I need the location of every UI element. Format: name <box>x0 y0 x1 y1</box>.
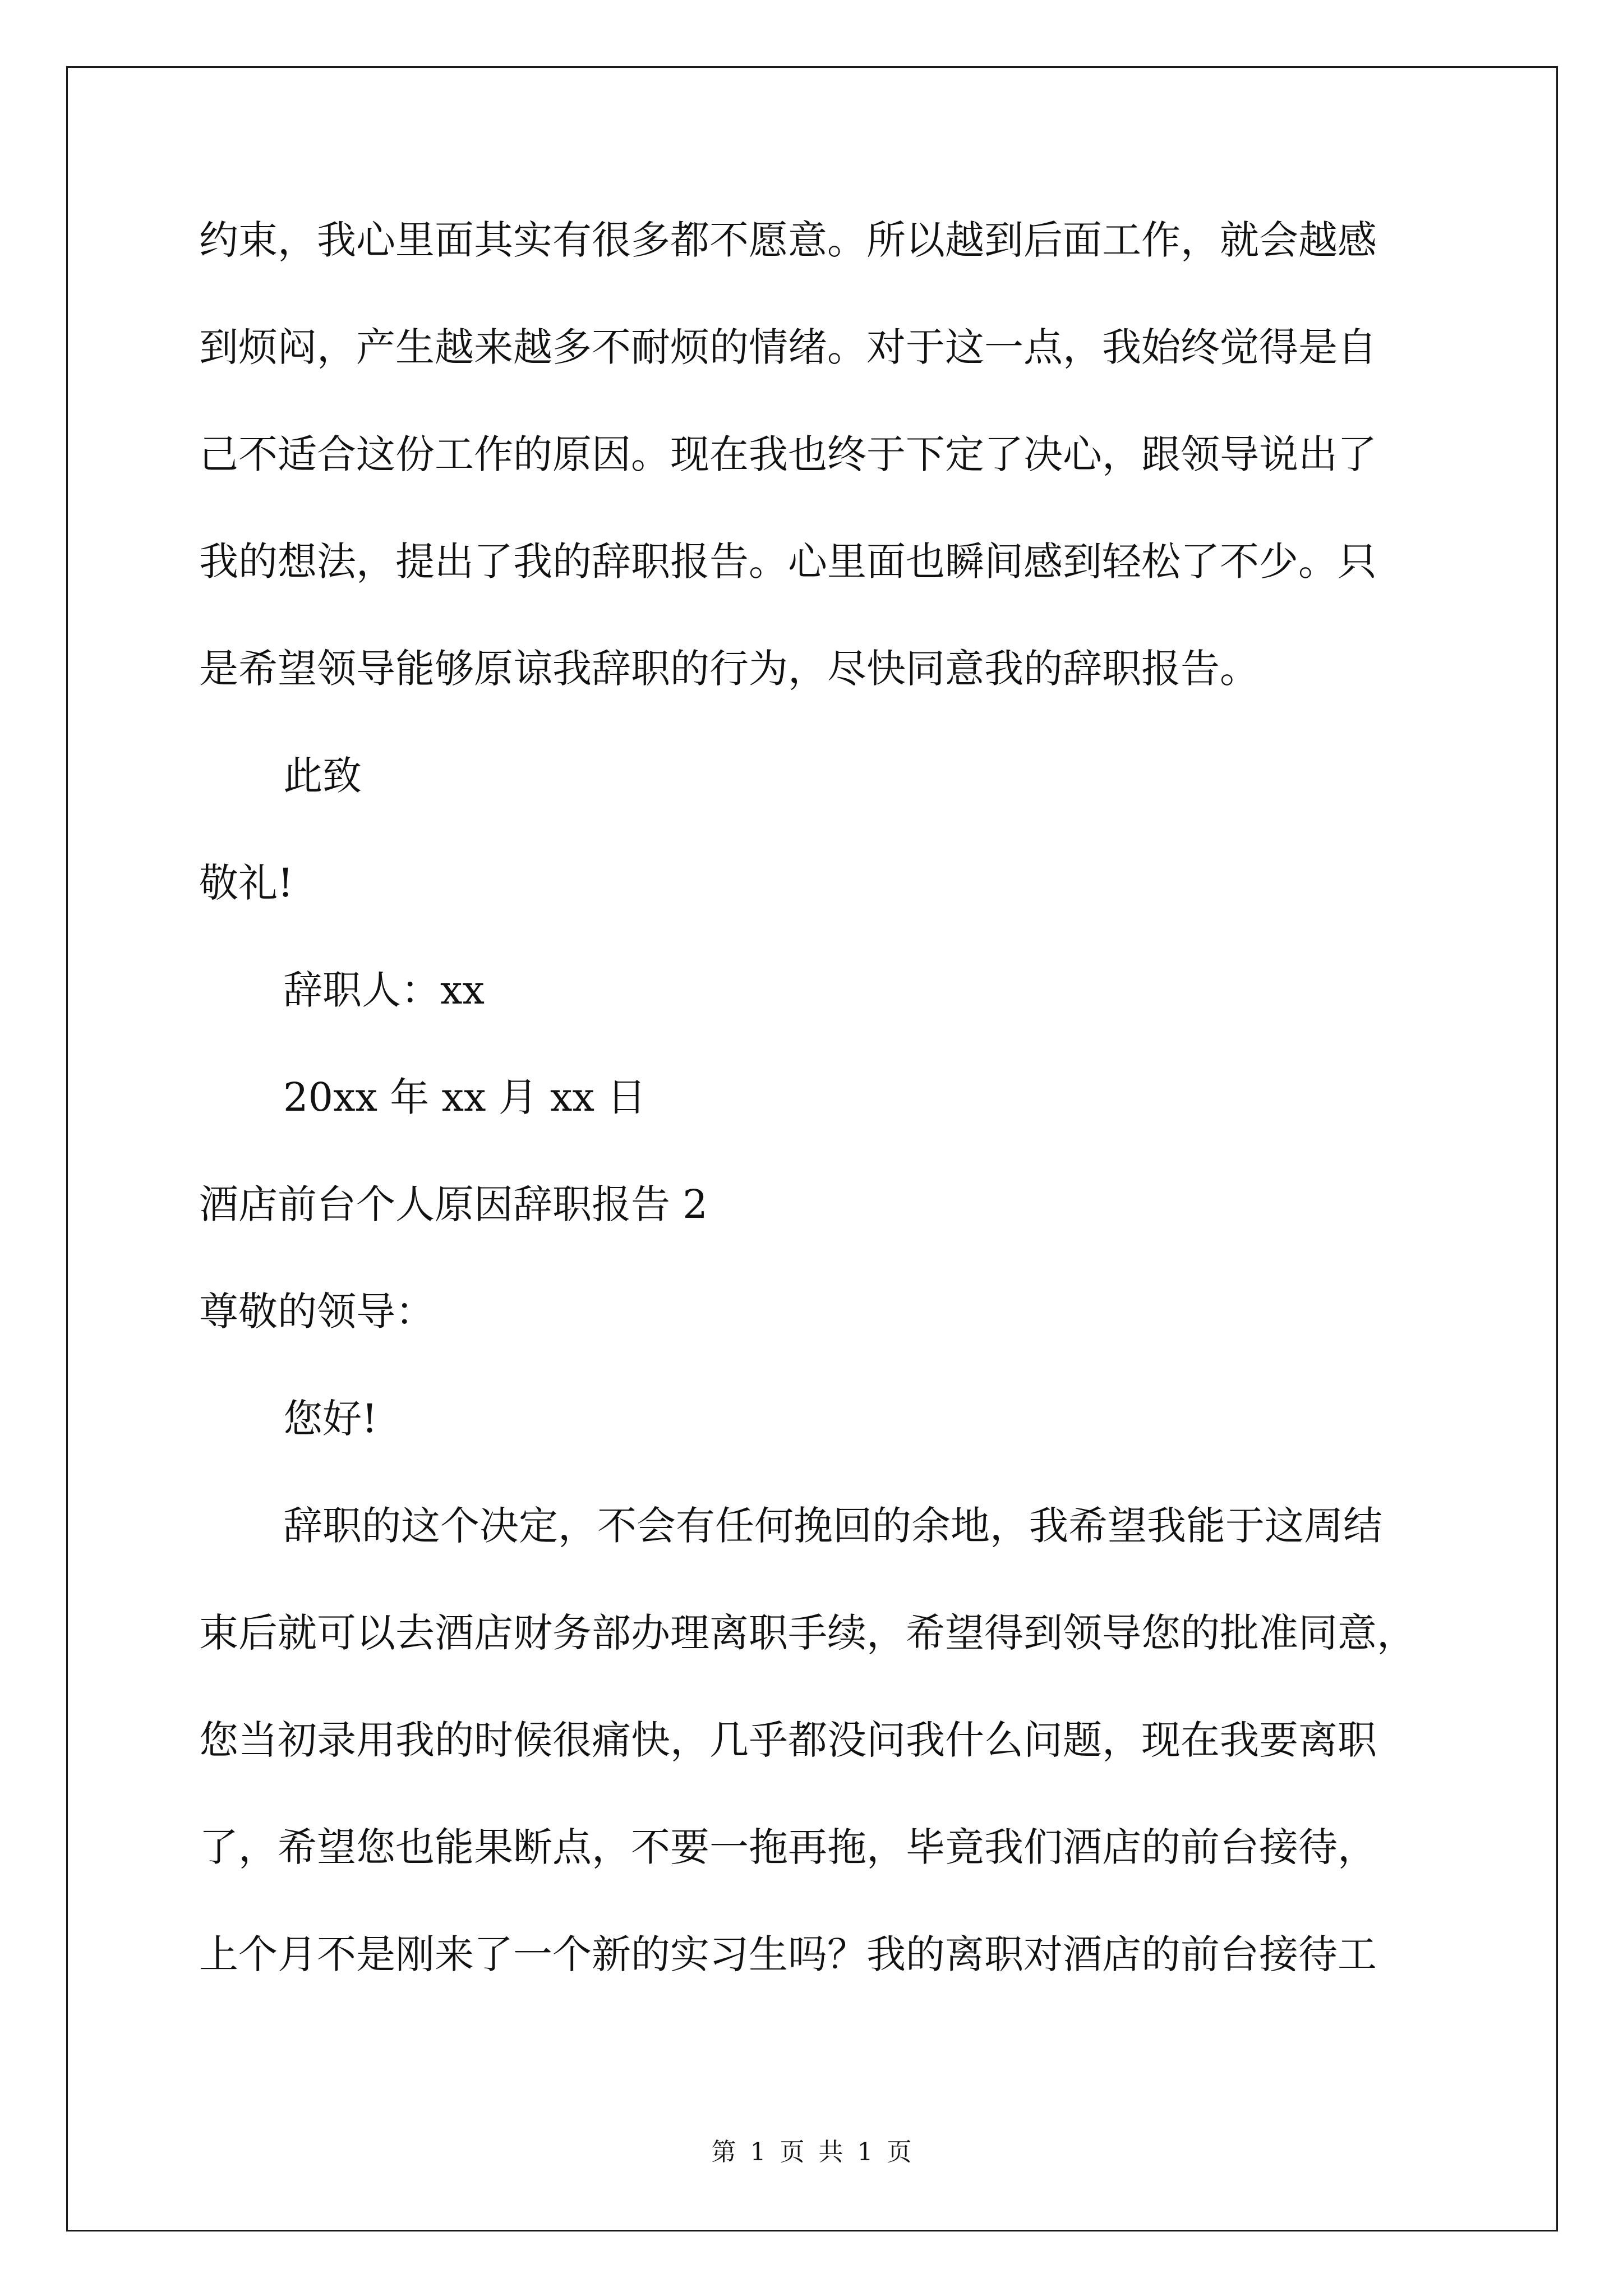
paragraph-line: 到烦闷，产生越来越多不耐烦的情绪。对于这一点，我始终觉得是自 <box>199 324 1377 370</box>
closing-salutation: 此致 <box>283 753 362 799</box>
signatory: 辞职人：xx <box>283 967 485 1013</box>
paragraph-line: 是希望领导能够原谅我辞职的行为，尽快同意我的辞职报告。 <box>199 646 1259 692</box>
paragraph-line: 辞职的这个决定，不会有任何挽回的余地，我希望我能于这周结 <box>283 1503 1382 1549</box>
paragraph-line: 己不适合这份工作的原因。现在我也终于下定了决心，跟领导说出了 <box>199 431 1377 477</box>
page-number: 第 1 页 共 1 页 <box>711 2138 912 2166</box>
closing-regards: 敬礼! <box>199 860 294 906</box>
paragraph-line: 约束，我心里面其实有很多都不愿意。所以越到后面工作，就会越感 <box>199 217 1377 263</box>
salutation: 尊敬的领导： <box>199 1289 435 1335</box>
paragraph-line: 我的想法，提出了我的辞职报告。心里面也瞬间感到轻松了不少。只 <box>199 539 1377 585</box>
paragraph-line: 上个月不是刚来了一个新的实习生吗？我的离职对酒店的前台接待工 <box>199 1931 1377 1977</box>
paragraph-line: 了，希望您也能果断点，不要一拖再拖，毕竟我们酒店的前台接待， <box>199 1824 1377 1870</box>
paragraph-line: 您当初录用我的时候很痛快，几乎都没问我什么问题，现在我要离职 <box>199 1717 1377 1763</box>
paragraph-line: 束后就可以去酒店财务部办理离职手续，希望得到领导您的批准同意， <box>199 1610 1416 1656</box>
greeting: 您好! <box>283 1396 378 1442</box>
section-title: 酒店前台个人原因辞职报告 2 <box>199 1181 708 1227</box>
page-border <box>66 66 1558 2231</box>
date-line: 20xx 年 xx 月 xx 日 <box>283 1074 647 1120</box>
